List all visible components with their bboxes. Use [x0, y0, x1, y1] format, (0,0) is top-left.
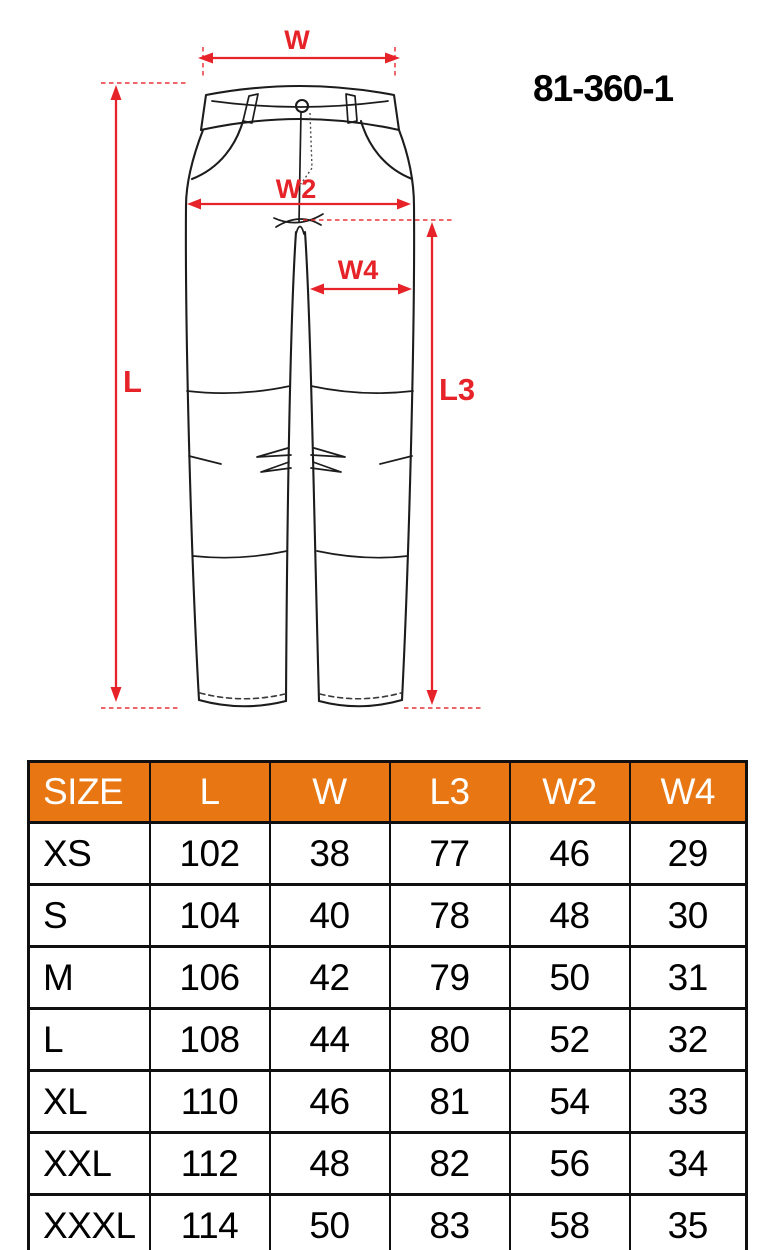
- dimension-w4: [310, 284, 412, 295]
- size-label: M: [29, 947, 150, 1009]
- dim-label-w2: W2: [275, 174, 317, 204]
- cell: 34: [630, 1133, 747, 1195]
- size-label: XXXL: [29, 1195, 150, 1250]
- cell: 42: [270, 947, 390, 1009]
- cell: 56: [510, 1133, 630, 1195]
- hem-stitch-right: [320, 693, 401, 699]
- header-w4: W4: [630, 762, 747, 823]
- cell: 83: [390, 1195, 510, 1250]
- fly-seam: [299, 112, 301, 222]
- table-row: [29, 1133, 747, 1195]
- cell: 114: [150, 1195, 270, 1250]
- table-row: [29, 1009, 747, 1071]
- table-row: [29, 1195, 747, 1250]
- dim-label-w4: W4: [337, 255, 379, 285]
- hem-right: [319, 700, 402, 706]
- table-header-row: [29, 762, 747, 823]
- cell: 46: [510, 823, 630, 885]
- header-w2: W2: [510, 762, 630, 823]
- table-row: [29, 1071, 747, 1133]
- knee-seam-top-left: [187, 386, 290, 393]
- size-label: XS: [29, 823, 150, 885]
- dimension-l3: [303, 220, 484, 708]
- belt-loop-left: [243, 94, 258, 123]
- cell: 102: [150, 823, 270, 885]
- cell: 32: [630, 1009, 747, 1071]
- knee-seam-bottom-right: [317, 551, 408, 558]
- cell: 58: [510, 1195, 630, 1250]
- cell: 78: [390, 885, 510, 947]
- cell: 33: [630, 1071, 747, 1133]
- crotch-split: [296, 227, 304, 235]
- knee-seam-bottom-left: [193, 551, 287, 558]
- cell: 48: [510, 885, 630, 947]
- dimension-lines: [101, 47, 484, 708]
- belt-loop-right: [346, 94, 357, 123]
- cell: 77: [390, 823, 510, 885]
- pocket-right: [361, 121, 412, 179]
- outer-seam-right: [399, 130, 414, 700]
- cell: 50: [270, 1195, 390, 1250]
- size-table: [27, 760, 748, 1250]
- dim-label-w: W: [284, 25, 310, 55]
- size-label: S: [29, 885, 150, 947]
- cell: 110: [150, 1071, 270, 1133]
- inseam-left: [286, 232, 296, 701]
- knee-marks-left: [189, 448, 291, 472]
- hem-left: [199, 700, 286, 706]
- cell: 104: [150, 885, 270, 947]
- waistband-inner-rim: [212, 101, 388, 107]
- dim-label-l: L: [123, 364, 142, 399]
- hem-stitch-left: [200, 693, 285, 699]
- cell: 82: [390, 1133, 510, 1195]
- cell: 54: [510, 1071, 630, 1133]
- cell: 40: [270, 885, 390, 947]
- cell: 38: [270, 823, 390, 885]
- knee-seam-top-right: [311, 386, 413, 393]
- cell: 108: [150, 1009, 270, 1071]
- cell: 46: [270, 1071, 390, 1133]
- cell: 112: [150, 1133, 270, 1195]
- button: [296, 100, 308, 112]
- cell: 35: [630, 1195, 747, 1250]
- cell: 44: [270, 1009, 390, 1071]
- dimension-l: [101, 83, 187, 708]
- cell: 29: [630, 823, 747, 885]
- pocket-left: [192, 121, 243, 179]
- size-label: XL: [29, 1071, 150, 1133]
- table-row: [29, 823, 747, 885]
- inseam-right: [305, 232, 319, 701]
- table-row: [29, 947, 747, 1009]
- cell: 79: [390, 947, 510, 1009]
- cell: 52: [510, 1009, 630, 1071]
- size-label: XXL: [29, 1133, 150, 1195]
- cell: 48: [270, 1133, 390, 1195]
- product-code: 81-360-1: [533, 68, 674, 109]
- header-w: W: [270, 762, 390, 823]
- cell: 50: [510, 947, 630, 1009]
- header-l3: L3: [390, 762, 510, 823]
- cell: 30: [630, 885, 747, 947]
- cell: 80: [390, 1009, 510, 1071]
- dim-label-l3: L3: [439, 372, 476, 407]
- cell: 81: [390, 1071, 510, 1133]
- outer-seam-left: [186, 130, 203, 700]
- table-row: [29, 885, 747, 947]
- cell: 31: [630, 947, 747, 1009]
- cell: 106: [150, 947, 270, 1009]
- size-label: L: [29, 1009, 150, 1071]
- header-l: L: [150, 762, 270, 823]
- knee-marks-right: [311, 448, 412, 472]
- header-size: SIZE: [29, 762, 150, 823]
